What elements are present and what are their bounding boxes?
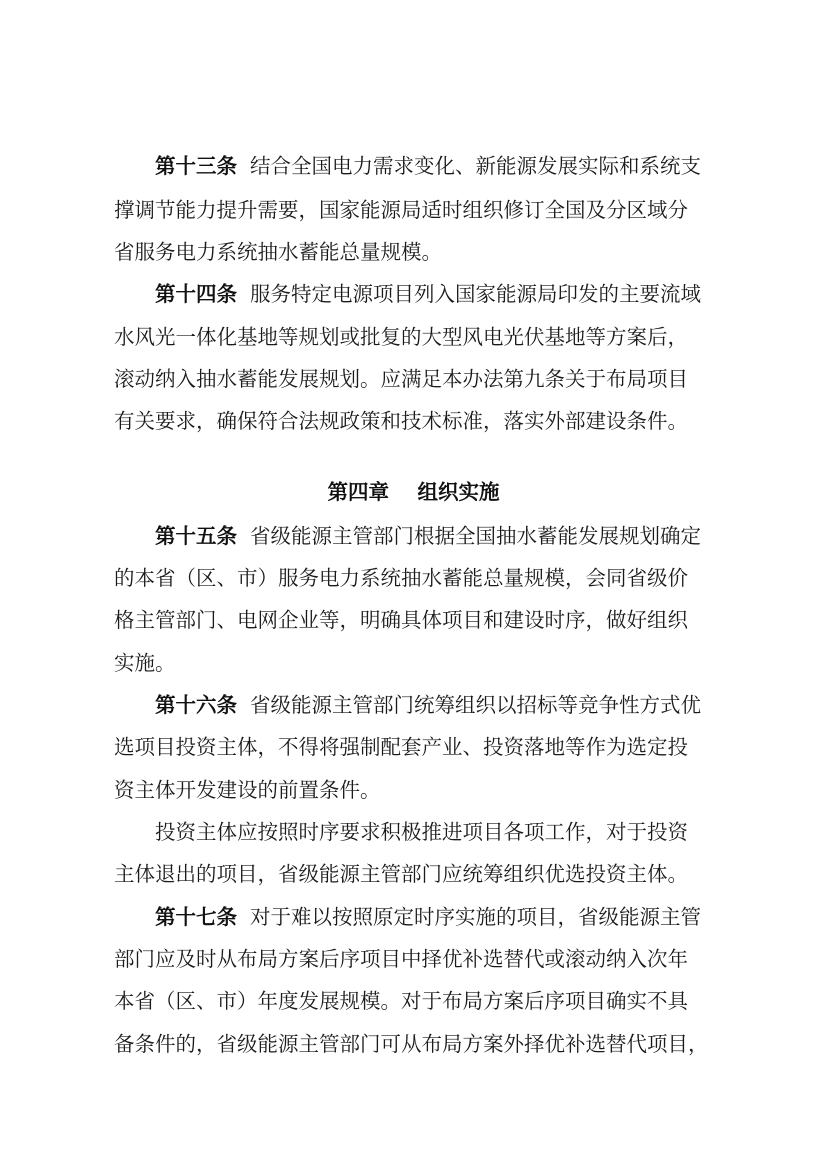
- article-16-text-2: 选项目投资主体，不得将强制配套产业、投资落地等作为选定投: [114, 735, 688, 759]
- article-15-line-3: [0, 600, 827, 640]
- article-13-text-3: 省服务电力系统抽水蓄能总量规模。: [114, 240, 442, 264]
- article-17-line-4: [0, 1024, 827, 1064]
- article-16-text-3: 资主体开发建设的前置条件。: [114, 778, 381, 802]
- article-14-text-1: 服务特定电源项目列入国家能源局印发的主要流域: [250, 282, 701, 306]
- article-17-text-2: 部门应及时从布局方案后序项目中择优补选替代或滚动纳入次年: [114, 947, 688, 971]
- article-13-text-1: 结合全国电力需求变化、新能源发展实际和系统支: [250, 154, 701, 178]
- article-16-p2-text-2: 主体退出的项目，省级能源主管部门应统筹组织优选投资主体。: [114, 862, 688, 886]
- article-15-line-2: [0, 558, 827, 598]
- article-14-line-4: [0, 401, 827, 441]
- article-15-text-3: 格主管部门、电网企业等，明确具体项目和建设时序，做好组织: [114, 608, 688, 632]
- article-17-line-3: [0, 981, 827, 1021]
- article-15-text-4: 实施。: [114, 651, 176, 675]
- article-16-line-3: [0, 770, 827, 810]
- article-14-text-3: 滚动纳入抽水蓄能发展规划。应满足本办法第九条关于布局项目: [114, 367, 688, 391]
- article-14-text-2: 水风光一体化基地等规划或批复的大型风电光伏基地等方案后，: [114, 325, 688, 349]
- article-13-line-2: [0, 190, 827, 230]
- article-14-line-3: [0, 359, 827, 399]
- article-15-line-1: [0, 516, 827, 556]
- article-17-line-2: [0, 939, 827, 979]
- article-14-line-1: [0, 274, 827, 314]
- article-16-line-1: [0, 685, 827, 725]
- article-17-line-1: [0, 897, 827, 937]
- article-16-line-2: [0, 727, 827, 767]
- article-15-text-2: 的本省（区、市）服务电力系统抽水蓄能总量规模，会同省级价: [114, 566, 688, 590]
- article-13-label: 第十三条: [155, 154, 237, 178]
- article-15-text-1: 省级能源主管部门根据全国抽水蓄能发展规划确定: [250, 524, 701, 548]
- article-14-label: 第十四条: [155, 282, 237, 306]
- article-14-text-4: 有关要求，确保符合法规政策和技术标准，落实外部建设条件。: [114, 409, 688, 433]
- article-16-p2-text-1: 投资主体应按照时序要求积极推进项目各项工作，对于投资: [155, 820, 688, 844]
- article-16-text-1: 省级能源主管部门统筹组织以招标等竞争性方式优: [250, 693, 701, 717]
- article-17-label: 第十七条: [155, 905, 237, 929]
- article-13-line-3: [0, 232, 827, 272]
- article-17-text-3: 本省（区、市）年度发展规模。对于布局方案后序项目确实不具: [114, 989, 688, 1013]
- article-13-line-1: [0, 146, 827, 186]
- article-14-line-2: [0, 317, 827, 357]
- article-17-text-1: 对于难以按照原定时序实施的项目，省级能源主管: [250, 905, 701, 929]
- article-15-line-4: [0, 643, 827, 683]
- article-16-p2-line-2: [0, 854, 827, 894]
- chapter-heading: 第四章 组织实施: [327, 480, 500, 504]
- article-16-p2-line-1: [0, 812, 827, 852]
- article-17-text-4: 备条件的，省级能源主管部门可从布局方案外择优补选替代项目，: [114, 1032, 709, 1056]
- article-15-label: 第十五条: [155, 524, 237, 548]
- article-13-text-2: 撑调节能力提升需要，国家能源局适时组织修订全国及分区域分: [114, 198, 688, 222]
- article-16-label: 第十六条: [155, 693, 237, 717]
